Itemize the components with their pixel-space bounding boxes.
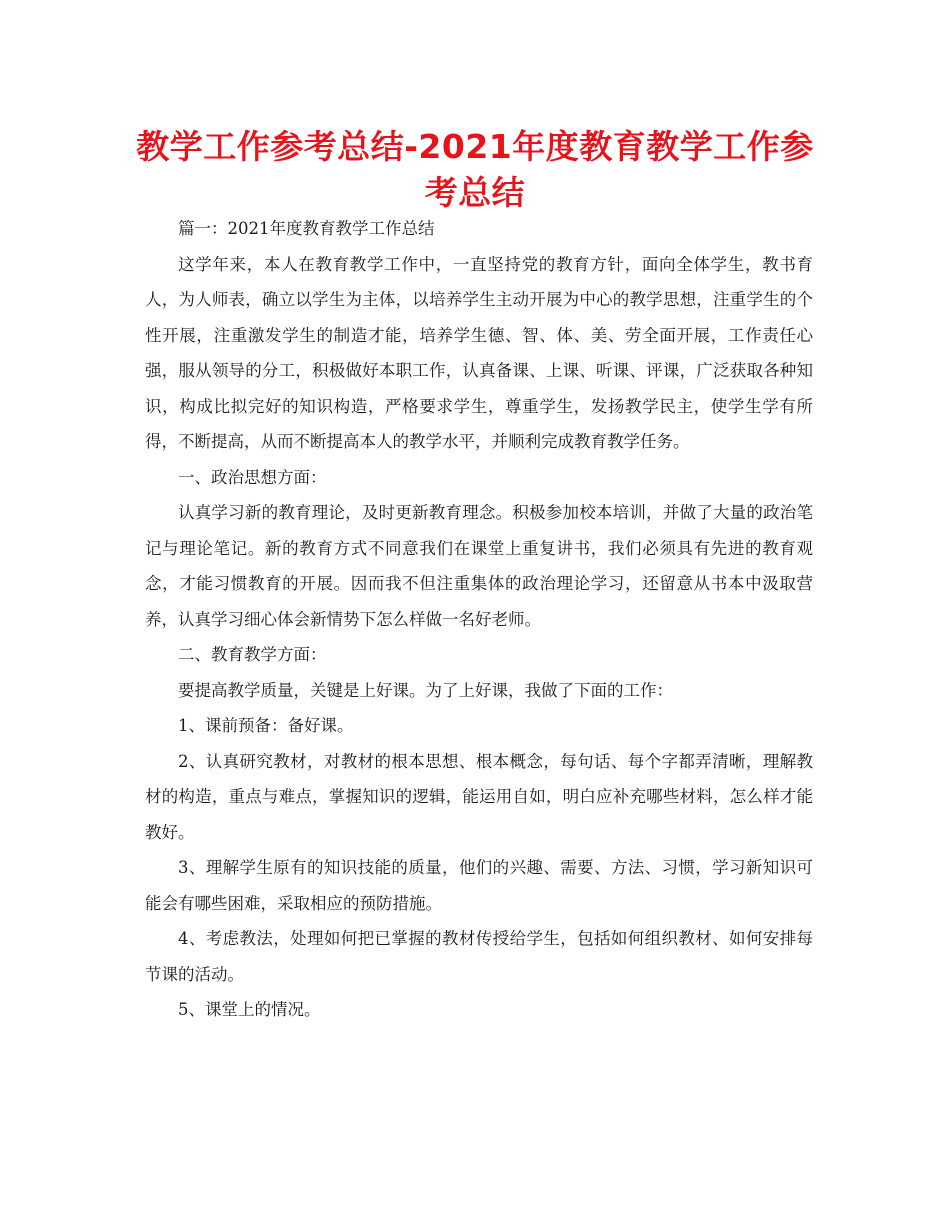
paragraph-item-3: 3、理解学生原有的知识技能的质量，他们的兴趣、需要、方法、习惯，学习新知识可能会有哪些困难，采取相应的预防措施。 [145, 858, 813, 913]
paragraph-political-body: 认真学习新的教育理论，及时更新教育理念。积极参加校本培训，并做了大量的政治笔记与理论笔记。新的教育方式不同意我们在课堂上重复讲书，我们必须具有先进的教育观念，才能习惯教育的开展。因而我不但注重集体的政治理论学习，还留意从书本中汲取营养，认真学习细心体会新情势下怎么样做一名好老师。 [145, 503, 813, 629]
paragraph-item-1: 1、课前预备：备好课。 [178, 716, 354, 735]
paragraph-item-2: 2、认真研究教材，对教材的根本思想、根本概念，每句话、每个字都弄清晰，理解教材的构造，重点与难点，掌握知识的逻辑，能运用自如，明白应补充哪些材料，怎么样才能教好。 [145, 751, 813, 842]
paragraph-teaching-intro: 要提高教学质量，关键是上好课。为了上好课，我做了下面的工作： [178, 680, 673, 700]
paragraph-item-5: 5、课堂上的情况。 [178, 1000, 321, 1019]
document-body [145, 211, 813, 1028]
paragraph-heading-part-one: 篇一：2021年度教育教学工作总结 [178, 219, 435, 238]
paragraph-item-4: 4、考虑教法，处理如何把已掌握的教材传授给学生，包括如何组织教材、如何安排每节课的活动。 [145, 929, 813, 984]
paragraph-section-teaching: 二、教育教学方面： [178, 645, 327, 664]
paragraph-intro: 这学年来，本人在教育教学工作中，一直坚持党的教育方针，面向全体学生，教书育人，为人师表，确立以学生为主体，以培养学生主动开展为中心的教学思想，注重学生的个性开展，注重激发学生的制造才能，培养学生德、智、体、美、劳全面开展，工作责任心强，服从领导的分工，积极做好本职工作，认真备课、上课、听课、评课，广泛获取各种知识，构成比拟完好的知识构造，严格要求学生，尊重学生，发扬教学民主，使学生学有所得，不断提高，从而不断提高本人的教学水平，并顺利完成教育教学任务。 [145, 254, 813, 451]
paragraph-section-political: 一、政治思想方面： [178, 467, 327, 487]
document-title: 教学工作参考总结-2021年度教育教学工作参考总结 [136, 127, 814, 212]
